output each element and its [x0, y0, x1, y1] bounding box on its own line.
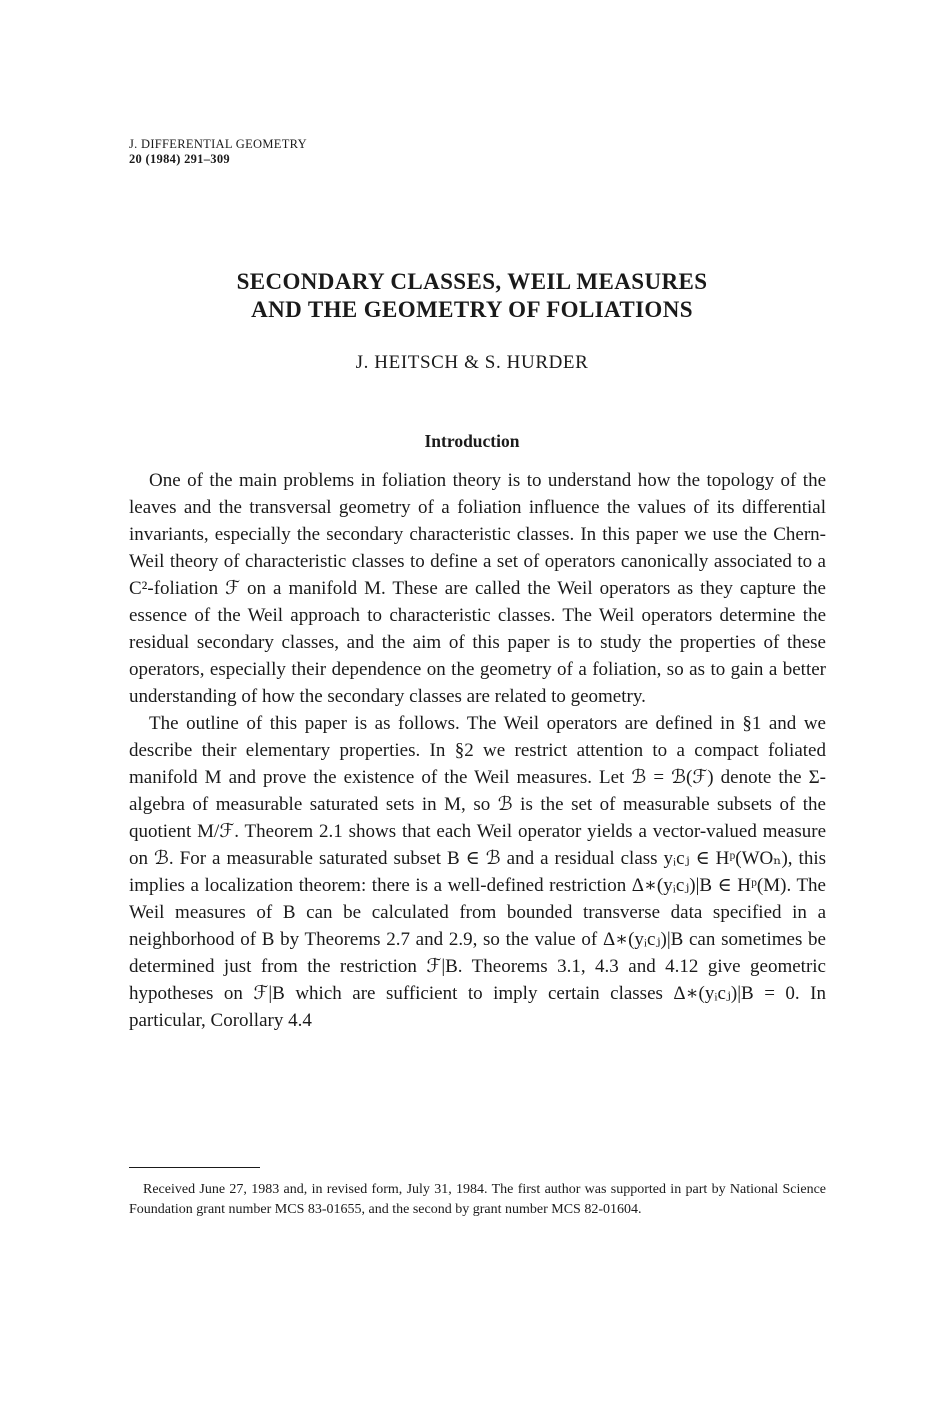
footnote-divider	[129, 1167, 260, 1168]
authors: J. HEITSCH & S. HURDER	[355, 352, 589, 373]
title-line-2: AND THE GEOMETRY OF FOLIATIONS	[251, 297, 693, 322]
journal-name: J. DIFFERENTIAL GEOMETRY	[129, 137, 307, 151]
paragraph-2: The outline of this paper is as follows. The Weil operators are defined in §1 and we describe their elementary properties. In §2 we restrict attention to a compact foliated manifold M and prove the existence of the Weil measures. Let ℬ = ℬ(ℱ) denote the Σ-algebra of measurable saturated sets in M, so ℬ is the set of measurable subsets of the quotient M/ℱ. Theorem 2.1 shows that each Weil operator yields a vector-valued measure on ℬ. For a measurable saturated subset B ∈ ℬ and a residual class yᵢcⱼ ∈ Hᵖ(WOₙ), this implies a localization theorem: there is a well-defined restriction Δ∗(yᵢcⱼ)|B ∈ Hᵖ(M). The Weil measures of B can be calculated from bounded transverse data specified in a neighborhood of B by Theorems 2.7 and 2.9, so the value of Δ∗(yᵢcⱼ)|B can sometimes be determined just from the restriction ℱ|B. Theorems 3.1, 4.3 and 4.12 give geometric hypotheses on ℱ|B which are sufficient to imply certain classes Δ∗(yᵢcⱼ)|B = 0. In particular, Corollary 4.4	[129, 713, 826, 1031]
body-text	[129, 467, 826, 1034]
footnote: Received June 27, 1983 and, in revised form, July 31, 1984. The first author was supported in part by National Science Foundation grant number MCS 83-01655, and the second by grant number MCS 82-01604.	[129, 1182, 826, 1217]
paragraph-1: One of the main problems in foliation theory is to understand how the topology of the leaves and the transversal geometry of a foliation influence the values of its differential invariants, especially the secondary characteristic classes. In this paper we use the Chern-Weil theory of characteristic classes to define a set of operators canonically associated to a C²-foliation ℱ on a manifold M. These are called the Weil operators as they capture the essence of the Weil approach to characteristic classes. The Weil operators determine the residual secondary classes, and the aim of this paper is to study the properties of these operators, especially their dependence on the geometry of a foliation, so as to gain a better understanding of how the secondary classes are related to geometry.	[129, 470, 826, 707]
journal-header	[129, 137, 307, 167]
section-heading: Introduction	[424, 431, 520, 451]
title-line-1: SECONDARY CLASSES, WEIL MEASURES	[236, 269, 708, 294]
paper-title	[0, 268, 944, 324]
journal-volume: 20 (1984) 291–309	[129, 152, 230, 166]
